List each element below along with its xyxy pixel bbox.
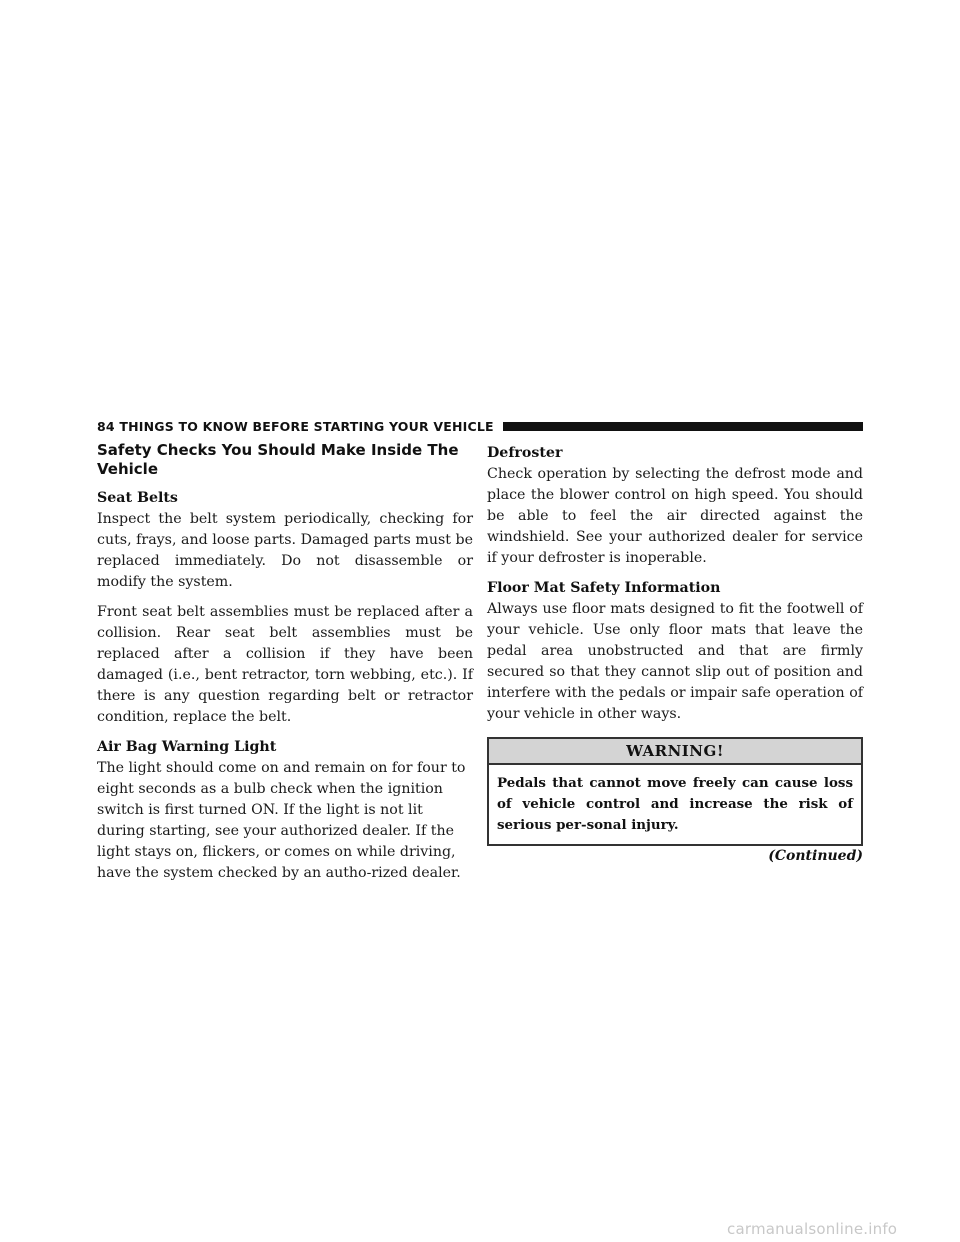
defroster-paragraph: Check operation by selecting the defrost mode and place the blower control on high speed. You should be able to feel the air directed against the windshield. See your authorized dealer for service if your defroster is inoperable. xyxy=(487,466,863,566)
warning-body: Pedals that cannot move freely can cause loss of vehicle control and increase the risk of serious per-sonal injury. xyxy=(497,775,853,833)
watermark: carmanualsonline.info xyxy=(727,1220,898,1238)
air-bag-paragraph: The light should come on and remain on for four to eight seconds as a bulb check when the ignition switch is first turned ON. If the light is not lit during starting, see your authorized dealer. If the light stays on, flickers, or comes on while driving, have the system checked by an autho-rized dealer. xyxy=(97,760,466,881)
section-title: Safety Checks You Should Make Inside The Vehicle xyxy=(97,441,459,478)
left-column xyxy=(97,441,473,893)
warning-box xyxy=(487,737,863,846)
header-text: 84 THINGS TO KNOW BEFORE STARTING YOUR VEHICLE xyxy=(97,418,494,434)
header-rule xyxy=(503,422,863,431)
seat-belts-heading: Seat Belts xyxy=(97,490,178,506)
seat-belts-paragraph-2: Front seat belt assemblies must be replaced after a collision. Rear seat belt assemblies must be replaced after a collision if they have been damaged (i.e., bent retractor, torn webbing, etc.). If there is any question regarding belt or retractor condition, replace the belt. xyxy=(97,604,473,725)
defroster-heading: Defroster xyxy=(487,445,563,461)
continued-label: (Continued) xyxy=(768,848,863,864)
seat-belts-paragraph-1: Inspect the belt system periodically, checking for cuts, frays, and loose parts. Damaged parts must be replaced immediately. Do not disassemble or modify the system. xyxy=(97,511,473,590)
floor-mat-heading: Floor Mat Safety Information xyxy=(487,580,721,596)
floor-mat-paragraph: Always use floor mats designed to fit the footwell of your vehicle. Use only floor mats that leave the pedal area unobstructed and that are firmly secured so that they cannot slip out of position and interfere with the pedals or impair safe operation of your vehicle in other ways. xyxy=(487,601,863,722)
warning-title: WARNING! xyxy=(489,739,861,765)
right-column xyxy=(487,441,863,865)
air-bag-heading: Air Bag Warning Light xyxy=(97,739,277,755)
running-header xyxy=(97,419,863,433)
